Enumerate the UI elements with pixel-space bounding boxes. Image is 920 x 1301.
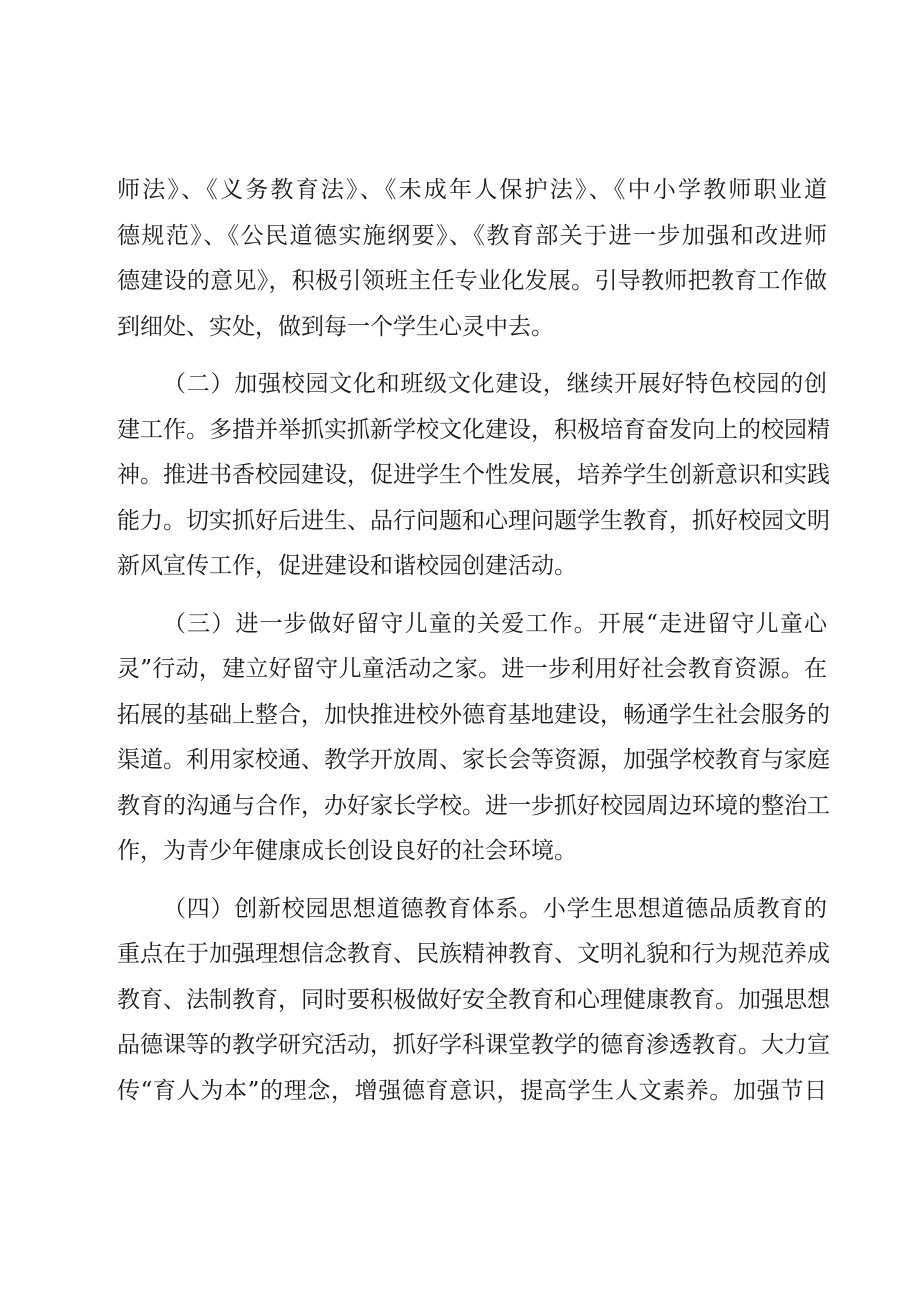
paragraph-line: 拓展的基础上整合，加快推进校外德育基地建设，畅通学生社会服务的 <box>117 701 830 728</box>
paragraph-line: （三）进一步做好留守儿童的关爱工作。开展“走进留守儿童心 <box>163 610 827 637</box>
paragraph-2 <box>117 362 830 590</box>
paragraph-line: 德建设的意见》，积极引领班主任专业化发展。引导教师把教育工作做 <box>117 268 827 294</box>
paragraph-line: 建工作。多措并举抓实抓新学校文化建设，积极培育奋发向上的校园精 <box>117 416 830 443</box>
paragraph-line: 灵”行动，建立好留守儿童活动之家。进一步利用好社会教育资源。在 <box>117 656 827 682</box>
paragraph-line: （四）创新校园思想道德教育体系。小学生思想道德品质教育的 <box>163 895 827 922</box>
paragraph-spacer <box>117 875 827 887</box>
paragraph-line: 师法》、《义务教育法》、《未成年人保护法》、《中小学教师职业道 <box>117 177 827 203</box>
paragraph-line: 重点在于加强理想信念教育、民族精神教育、文明礼貌和行为规范养成 <box>117 941 830 967</box>
paragraph-1 <box>117 168 827 350</box>
paragraph-3 <box>117 602 830 875</box>
paragraph-line: 作，为青少年健康成长创设良好的社会环境。 <box>117 838 577 864</box>
paragraph-line: 传“育人为本”的理念，增强德育意识，提高学生人文素养。加强节日 <box>117 1077 827 1104</box>
paragraph-line: 神。推进书香校园建设，促进学生个性发展，培养学生创新意识和实践 <box>117 462 830 488</box>
paragraph-4 <box>117 887 830 1115</box>
paragraph-line: 教育、法制教育，同时要积极做好安全教育和心理健康教育。加强思想 <box>117 986 830 1013</box>
paragraph-line: 品德课等的教学研究活动，抓好学科课堂教学的德育渗透教育。大力宣 <box>117 1032 830 1058</box>
paragraph-line: （二）加强校园文化和班级文化建设，继续开展好特色校园的创 <box>163 371 827 397</box>
paragraph-spacer <box>117 350 827 362</box>
document-body <box>117 168 830 1114</box>
paragraph-spacer <box>117 590 827 602</box>
paragraph-line: 能力。切实抓好后进生、品行问题和心理问题学生教育，抓好校园文明 <box>117 507 830 534</box>
paragraph-line: 渠道。利用家校通、教学开放周、家长会等资源，加强学校教育与家庭 <box>117 747 830 773</box>
paragraph-line: 教育的沟通与合作，办好家长学校。进一步抓好校园周边环境的整治工 <box>117 792 830 819</box>
paragraph-line: 新风宣传工作，促进建设和谐校园创建活动。 <box>117 553 577 579</box>
paragraph-line: 到细处、实处，做到每一个学生心灵中去。 <box>117 313 554 340</box>
paragraph-line: 德规范》、《公民道德实施纲要》、《教育部关于进一步加强和改进师 <box>117 222 827 249</box>
